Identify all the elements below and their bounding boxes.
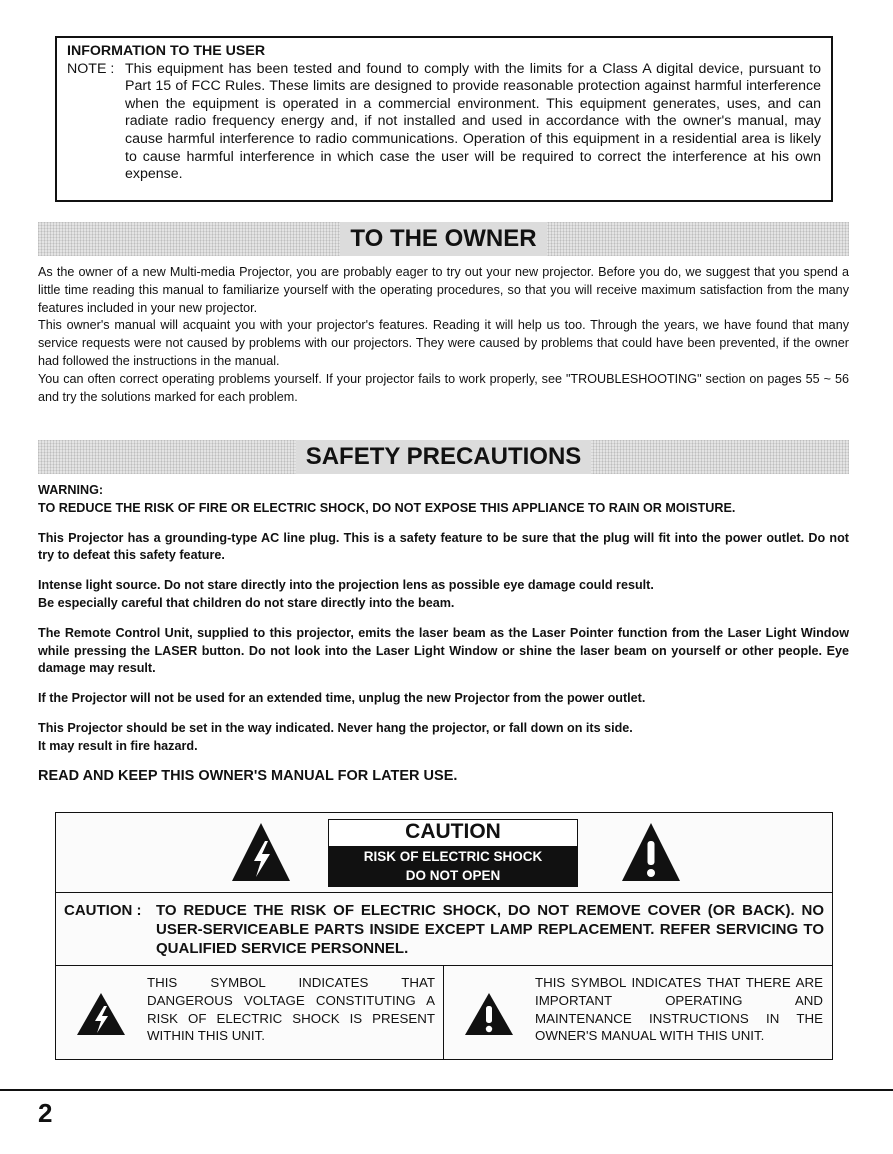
caution-label: CAUTION : [64,902,146,919]
instructions-symbol-cell [444,966,832,1060]
lightning-warning-icon [230,821,292,883]
note-label: NOTE : [67,60,119,77]
caution-panel-subtitle [329,846,577,886]
plug-text: This Projector has a grounding-type AC line plug. This is a safety feature to be sure that the plug will fit into the power outlet. Do not try to defeat this safety feature. [38,530,849,563]
safety-text [38,482,849,797]
footer-rule [0,1089,893,1091]
caution-panel-line-2: DO NOT OPEN [405,868,501,883]
caution-box [55,812,833,1060]
lightning-warning-icon [76,992,126,1036]
warning-label: WARNING: [38,483,104,497]
to-owner-text [38,264,849,406]
caution-header-row [56,813,832,893]
caution-statement-row [56,893,832,966]
symbol-explanation-row [56,966,832,1060]
caution-panel [328,819,578,887]
owner-paragraph: You can often correct operating problems yourself. If your projector fails to work properly, see "TROUBLESHOOTING" section on pages 55 ~ 56 and try the solutions marked for each problem. [38,371,849,404]
caution-statement [64,901,824,958]
light-source-text [38,577,849,613]
safety-heading: SAFETY PRECAUTIONS [296,440,592,474]
safety-banner [38,440,849,474]
to-owner-heading: TO THE OWNER [340,222,546,256]
hang-line-2: It may result in fire hazard. [38,738,198,753]
owner-paragraph: This owner's manual will acquaint you with your projector's features. Reading it will help us too. Through the years, we have found that many service requests were not caused by problems with our projectors. They were caused by problems that could have been prevented, if the owner had followed the instructions in the manual. [38,318,849,368]
owner-paragraph: As the owner of a new Multi-media Projector, you are probably eager to try out your new projector. Before you do, we suggest that you spend a little time reading this manual to familiarize yourself with the operating procedures, so that you will receive maximum satisfaction from the many features included in your new projector. [38,265,849,315]
voltage-symbol-cell [56,966,444,1060]
fcc-information-box [55,36,833,202]
note-row [67,61,821,184]
instructions-symbol-text: THIS SYMBOL INDICATES THAT THERE ARE IMPORTANT OPERATING AND MAINTENANCE INSTRUCTIONS IN THE OWNER'S MANUAL WITH THIS UNIT. [535,975,823,1044]
voltage-symbol-text: THIS SYMBOL INDICATES THAT DANGEROUS VOLTAGE CONSTITUTING A RISK OF ELECTRIC SHOCK IS PRESENT WITHIN THIS UNIT. [147,975,435,1044]
hang-text [38,720,849,756]
read-keep-text: READ AND KEEP THIS OWNER'S MANUAL FOR LATER USE. [38,767,458,784]
exclamation-warning-icon [620,821,682,883]
to-owner-banner [38,222,849,256]
light-line-1: Intense light source. Do not stare directly into the projection lens as possible eye damage could result. [38,578,654,593]
laser-text: The Remote Control Unit, supplied to this projector, emits the laser beam as the Laser Pointer function from the Laser Light Window while pressing the LASER button. Do not look into the Laser Light Window or shine the laser beam on yourself or other people. Eye damage may result. [38,625,849,676]
info-title: INFORMATION TO THE USER [67,43,266,59]
caution-body: TO REDUCE THE RISK OF ELECTRIC SHOCK, DO NOT REMOVE COVER (OR BACK). NO USER-SERVICEABLE PARTS INSIDE EXCEPT LAMP REPLACEMENT. REFER SERVICING TO QUALIFIED SERVICE PERSONNEL. [156,902,824,957]
unplug-text: If the Projector will not be used for an extended time, unplug the new Projector from the power outlet. [38,691,646,706]
page-number: 2 [38,1098,53,1128]
note-text: This equipment has been tested and found to comply with the limits for a Class A digital device, pursuant to Part 15 of FCC Rules. These limits are designed to provide reasonable protection against harmful interference when the equipment is operated in a commercial environment. This equipment generates, uses, and can radiate radio frequency energy and, if not installed and used in accordance with the owner's manual, may cause harmful interference to radio communications. Operation of this equipment in a residential area is likely to cause harmful interference in which case the user will be required to correct the interference at his own expense. [125,60,821,183]
warning-text: TO REDUCE THE RISK OF FIRE OR ELECTRIC SHOCK, DO NOT EXPOSE THIS APPLIANCE TO RAIN OR MOISTURE. [38,500,736,515]
caution-panel-title: CAUTION [329,820,577,846]
hang-line-1: This Projector should be set in the way indicated. Never hang the projector, or fall down on its side. [38,720,633,735]
exclamation-warning-icon [464,992,514,1036]
light-line-2: Be especially careful that children do not stare directly into the beam. [38,595,455,610]
caution-panel-line-1: RISK OF ELECTRIC SHOCK [363,849,543,864]
